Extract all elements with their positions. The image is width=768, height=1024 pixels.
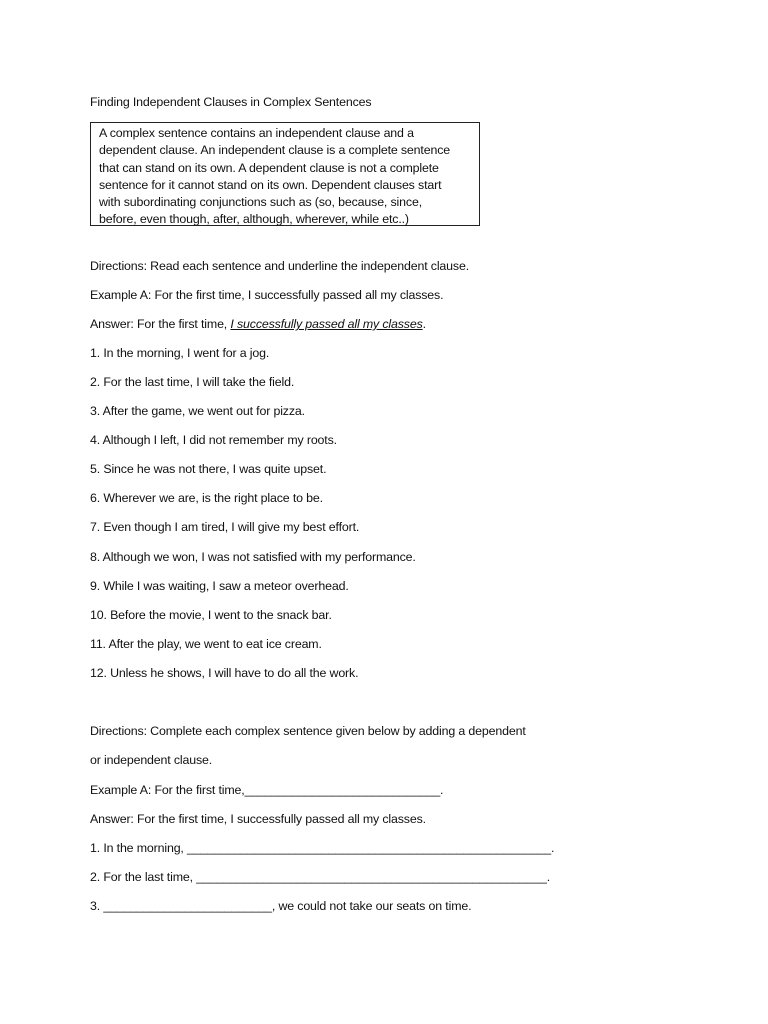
part1-example: Example A: For the first time, I successfully passed all my classes.: [90, 288, 444, 302]
definition-line: before, even though, after, although, wherever, while etc..): [99, 212, 409, 227]
part2-item: 3. _________________________, we could not take our seats on time.: [90, 899, 472, 913]
part1-item: 11. After the play, we went to eat ice cream.: [90, 637, 322, 651]
worksheet-title: Finding Independent Clauses in Complex Sentences: [90, 95, 372, 109]
answer-underlined-clause: I successfully passed all my classes: [230, 317, 423, 331]
part1-item: 12. Unless he shows, I will have to do all the work.: [90, 666, 359, 680]
answer-prefix: Answer: For the first time,: [90, 317, 231, 331]
part1-item: 6. Wherever we are, is the right place to be.: [90, 491, 323, 505]
part1-answer: [90, 316, 426, 332]
part1-item: 3. After the game, we went out for pizza.: [90, 404, 305, 418]
part1-item: 10. Before the movie, I went to the snack bar.: [90, 608, 332, 622]
part1-item: 4. Although I left, I did not remember my roots.: [90, 433, 337, 447]
part1-item: 7. Even though I am tired, I will give my best effort.: [90, 520, 360, 534]
part2-example: Example A: For the first time,_____________________________.: [90, 783, 444, 797]
part1-item: 2. For the last time, I will take the field.: [90, 375, 295, 389]
part2-directions: Directions: Complete each complex sentence given below by adding a dependent: [90, 724, 526, 738]
definition-box: [90, 122, 480, 226]
part1-item: 1. In the morning, I went for a jog.: [90, 346, 270, 360]
answer-suffix: .: [422, 317, 426, 331]
definition-line: A complex sentence contains an independent clause and a: [99, 126, 414, 140]
definition-line: dependent clause. An independent clause is a complete sentence: [99, 143, 450, 158]
part1-item: 5. Since he was not there, I was quite upset.: [90, 462, 327, 476]
definition-line: that can stand on its own. A dependent clause is not a complete: [99, 160, 439, 175]
part2-item: 1. In the morning, ______________________________________________________.: [90, 841, 555, 855]
definition-line: sentence for it cannot stand on its own. Dependent clauses start: [99, 177, 442, 192]
part1-item: 8. Although we won, I was not satisfied with my performance.: [90, 550, 416, 564]
definition-line: with subordinating conjunctions such as (so, because, since,: [99, 195, 422, 210]
part1-item: 9. While I was waiting, I saw a meteor overhead.: [90, 579, 349, 593]
part2-item: 2. For the last time, ____________________________________________________.: [90, 870, 551, 884]
part2-answer: Answer: For the first time, I successfully passed all my classes.: [90, 812, 426, 826]
part1-directions: Directions: Read each sentence and underline the independent clause.: [90, 259, 469, 273]
part2-directions-continued: or independent clause.: [90, 753, 213, 767]
